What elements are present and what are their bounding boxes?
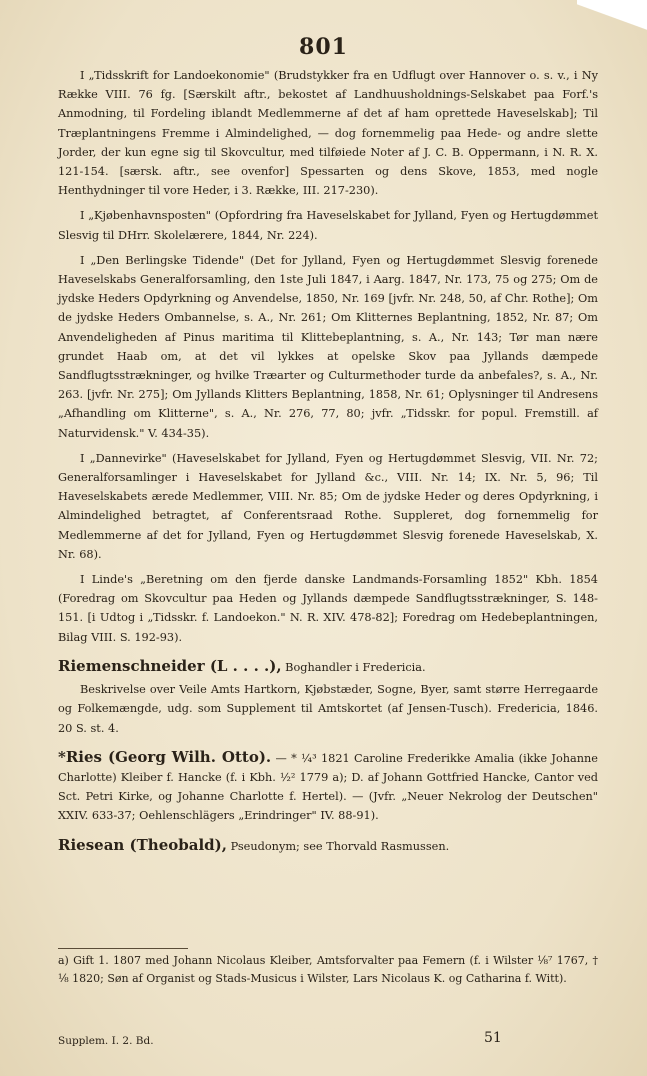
footnote-rule [58, 948, 188, 949]
entry-landoekonomie: I „Tidsskrift for Landoekonomie" (Brudstykker fra en Udflugt over Hannover o. s. v., i Ny Række VIII. 76 fg. [Særskilt aftr., bekostet af Landhuusholdnings-Selskabet paa Forf.'s Anmodning, til Fordeling iblandt Medlemmerne af det af ham oprettede Haveselskab]; Til Træplantningens Fremme i Almindelighed, — dog fornemmelig paa Hede- og andre slette Jorder, der kun egne sig til Skovcultur, med tilføiede Noter af J. C. B. Oppermann, i N. R. X. 121-154. [særsk. aftr., see ovenfor] Spessarten og dens Skove, 1853, med nogle Henthydninger til vore Heder, i 3. Række, III. 217-230). [58, 69, 598, 198]
riesean-name: Riesean (Theobald), [58, 835, 227, 854]
signature-mark: Supplem. I. 2. Bd. [58, 1035, 154, 1047]
riemenschneider-name: Riemenschneider (L . . . .), [58, 656, 282, 675]
heading-ries [58, 748, 598, 826]
main-text [58, 66, 598, 859]
ries-name: *Ries (Georg Wilh. Otto). [58, 747, 272, 766]
sheet-number: 51 [484, 1030, 502, 1046]
riemenschneider-role: Boghandler i Fredericia. [281, 660, 426, 674]
heading-riemenschneider [58, 657, 598, 677]
riesean-text: Pseudonym; see Thorvald Rasmussen. [226, 839, 450, 853]
footnote: a) Gift 1. 1807 med Johann Nicolaus Kleiber, Amtsforvalter paa Femern (f. i Wilster ⅛⁷ 1767, † ⅛ 1820; Søn af Organist og Stads-Musicus i Wilster, Lars Nicolaus K. og Catharina f. Witt). [58, 954, 598, 985]
riemenschneider-text: Beskrivelse over Veile Amts Hartkorn, Kjøbstæder, Sogne, Byer, samt større Herregaarde og Folkemængde, udg. som Supplement til Amtskortet (af Jensen-Tusch). Fredericia, 1846. 20 S. st. 4. [58, 683, 598, 735]
heading-riesean [58, 836, 598, 856]
page-number: 801 [299, 34, 348, 60]
entry-dannevirke: I „Dannevirke" (Haveselskabet for Jylland, Fyen og Hertugdømmet Slesvig, VII. Nr. 72; Generalforsamlinger i Haveselskabet for Jylland &c., VIII. Nr. 14; IX. Nr. 5, 96; Til Haveselskabets ærede Medlemmer, VIII. Nr. 85; Om de jydske Heder og deres Opdyrkning, i Almindelighed betragtet, af Conferentsraad Rothe. Suppleret, dog fornemmelig for Medlemmerne af det for Jylland, Fyen og Hertugdømmet Slesvig forenede Haveselskab, X. Nr. 68). [58, 451, 598, 561]
entry-kjobenhavnsposten: I „Kjøbenhavnsposten" (Opfordring fra Haveselskabet for Jylland, Fyen og Hertugdømmet Slesvig til DHrr. Skolelærere, 1844, Nr. 224). [58, 209, 598, 242]
ries-text: — * ¼³ 1821 Caroline Frederikke Amalia (ikke Johanne Charlotte) Kleiber f. Hancke (f. i Kbh. ½² 1779 a); D. af Johann Gottfried Hancke, Cantor ved Sct. Petri Kirke, og Johanne Charlotte f. Hertel). — (Jvfr. „Neuer Nekrolog der Deutschen" XXIV. 633-37; Oehlenschlägers „Erindringer" IV. 88-91). [58, 751, 598, 823]
entry-linde-beretning: I Linde's „Beretning om den fjerde danske Landmands-Forsamling 1852" Kbh. 1854 (Foredrag om Skovcultur paa Heden og Jyllands dæmpede Sandflugtsstrækninger, S. 148-151. [i Udtog i „Tidsskr. f. Landoekon." N. R. XIV. 478-82]; Foredrag om Hedebeplantningen, Bilag VIII. S. 192-93). [58, 573, 598, 644]
entry-berlingske-tidende: I „Den Berlingske Tidende" (Det for Jylland, Fyen og Hertugdømmet Slesvig forenede Haveselskabs Generalforsamling, den 1ste Juli 1847, i Aarg. 1847, Nr. 173, 75 og 275; Om de jydske Heders Opdyrkning og Anvendelse, 1850, Nr. 169 [jvfr. Nr. 248, 50, af Chr. Rothe]; Om de jydske Heders Ombannelse, s. A., Nr. 261; Om Klitternes Beplantning, 1852, Nr. 87; Om Anvendeligheden af Pinus maritima til Klittebeplantning, s. A., Nr. 143; Tør man nære grundet Haab om, at det vil lykkes at opelske Skov paa Jyllands dæmpede Sandflugtsstrækninger, og hvilke Træarter og Culturmethoder turde da anbefales?, s. A., Nr. 263. [jvfr. Nr. 275]; Om Jyllands Klitters Beplantning, 1858, Nr. 61; Oplysninger til Andresens „Afhandling om Klitterne", s. A., Nr. 276, 77, 80; jvfr. „Tidsskr. for popul. Fremstill. af Naturvidensk." V. 434-35). [58, 253, 598, 440]
